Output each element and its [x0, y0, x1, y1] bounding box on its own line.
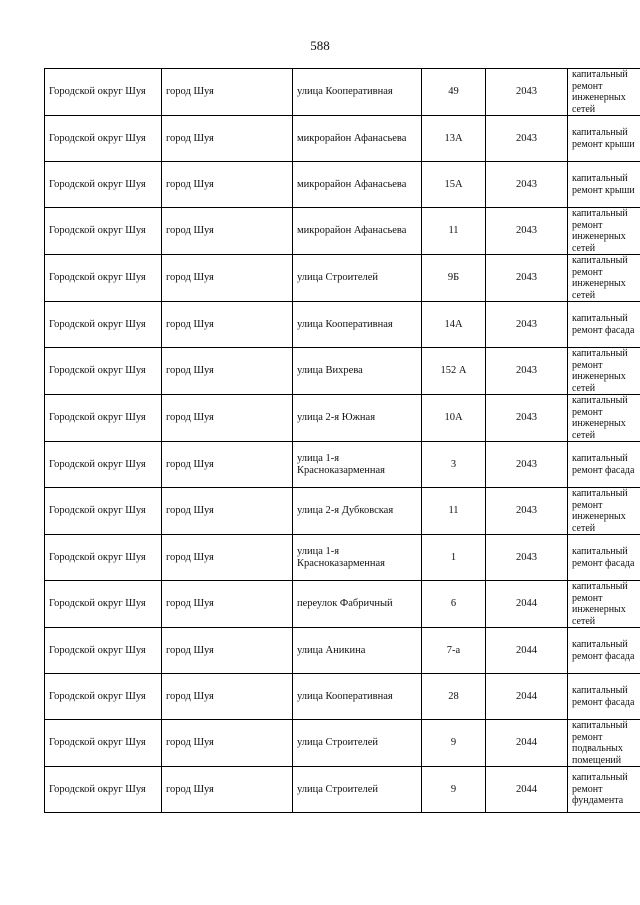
- settlement-cell: город Шуя: [162, 162, 293, 208]
- house-number-cell: 11: [422, 488, 486, 535]
- settlement-cell: город Шуя: [162, 208, 293, 255]
- year-cell: 2043: [486, 162, 568, 208]
- municipality-cell: Городской округ Шуя: [45, 581, 162, 628]
- municipality-cell: Городской округ Шуя: [45, 767, 162, 813]
- settlement-cell: город Шуя: [162, 767, 293, 813]
- work-type-cell: капитальный ремонт крыши: [568, 116, 640, 162]
- settlement-cell: город Шуя: [162, 581, 293, 628]
- year-cell: 2043: [486, 69, 568, 116]
- work-type-cell: капитальный ремонт инженерных сетей: [568, 581, 640, 628]
- street-cell: улица Строителей: [293, 767, 422, 813]
- table-row: [45, 255, 640, 302]
- house-number-cell: 9: [422, 767, 486, 813]
- work-type-cell: капитальный ремонт инженерных сетей: [568, 69, 640, 116]
- settlement-cell: город Шуя: [162, 255, 293, 302]
- settlement-cell: город Шуя: [162, 535, 293, 581]
- settlement-cell: город Шуя: [162, 488, 293, 535]
- municipality-cell: Городской округ Шуя: [45, 255, 162, 302]
- table-body: [45, 69, 640, 813]
- house-number-cell: 14А: [422, 302, 486, 348]
- municipality-cell: Городской округ Шуя: [45, 116, 162, 162]
- municipality-cell: Городской округ Шуя: [45, 535, 162, 581]
- settlement-cell: город Шуя: [162, 674, 293, 720]
- municipality-cell: Городской округ Шуя: [45, 69, 162, 116]
- work-type-cell: капитальный ремонт фасада: [568, 674, 640, 720]
- street-cell: микрорайон Афанасьева: [293, 208, 422, 255]
- street-cell: микрорайон Афанасьева: [293, 116, 422, 162]
- municipality-cell: Городской округ Шуя: [45, 720, 162, 767]
- street-cell: улица Кооперативная: [293, 674, 422, 720]
- page-number: 588: [310, 38, 330, 53]
- table-row: [45, 674, 640, 720]
- table-row: [45, 767, 640, 813]
- house-number-cell: 152 А: [422, 348, 486, 395]
- house-number-cell: 10А: [422, 395, 486, 442]
- municipality-cell: Городской округ Шуя: [45, 208, 162, 255]
- table-row: [45, 442, 640, 488]
- street-cell: улица Строителей: [293, 720, 422, 767]
- year-cell: 2043: [486, 442, 568, 488]
- table-row: [45, 69, 640, 116]
- street-cell: переулок Фабричный: [293, 581, 422, 628]
- settlement-cell: город Шуя: [162, 720, 293, 767]
- settlement-cell: город Шуя: [162, 116, 293, 162]
- municipality-cell: Городской округ Шуя: [45, 488, 162, 535]
- street-cell: улица 1-я Красноказарменная: [293, 535, 422, 581]
- municipality-cell: Городской округ Шуя: [45, 628, 162, 674]
- table-row: [45, 720, 640, 767]
- street-cell: улица Вихрева: [293, 348, 422, 395]
- work-type-cell: капитальный ремонт фасада: [568, 302, 640, 348]
- work-type-cell: капитальный ремонт инженерных сетей: [568, 348, 640, 395]
- settlement-cell: город Шуя: [162, 628, 293, 674]
- year-cell: 2044: [486, 720, 568, 767]
- municipality-cell: Городской округ Шуя: [45, 348, 162, 395]
- street-cell: улица 1-я Красноказарменная: [293, 442, 422, 488]
- settlement-cell: город Шуя: [162, 395, 293, 442]
- work-type-cell: капитальный ремонт инженерных сетей: [568, 255, 640, 302]
- house-number-cell: 28: [422, 674, 486, 720]
- year-cell: 2043: [486, 302, 568, 348]
- year-cell: 2043: [486, 208, 568, 255]
- table-row: [45, 162, 640, 208]
- table-row: [45, 208, 640, 255]
- work-type-cell: капитальный ремонт подвальных помещений: [568, 720, 640, 767]
- table-row: [45, 395, 640, 442]
- work-type-cell: капитальный ремонт инженерных сетей: [568, 208, 640, 255]
- work-type-cell: капитальный ремонт фасада: [568, 628, 640, 674]
- house-number-cell: 6: [422, 581, 486, 628]
- table-row: [45, 348, 640, 395]
- year-cell: 2044: [486, 767, 568, 813]
- year-cell: 2043: [486, 535, 568, 581]
- year-cell: 2044: [486, 674, 568, 720]
- table-row: [45, 116, 640, 162]
- street-cell: улица 2-я Южная: [293, 395, 422, 442]
- work-type-cell: капитальный ремонт фасада: [568, 535, 640, 581]
- house-number-cell: 7-а: [422, 628, 486, 674]
- year-cell: 2044: [486, 581, 568, 628]
- work-type-cell: капитальный ремонт инженерных сетей: [568, 395, 640, 442]
- house-number-cell: 9: [422, 720, 486, 767]
- house-number-cell: 11: [422, 208, 486, 255]
- table-row: [45, 535, 640, 581]
- house-number-cell: 3: [422, 442, 486, 488]
- house-number-cell: 15А: [422, 162, 486, 208]
- repair-schedule-table: [44, 68, 640, 813]
- municipality-cell: Городской округ Шуя: [45, 442, 162, 488]
- work-type-cell: капитальный ремонт фасада: [568, 442, 640, 488]
- year-cell: 2043: [486, 488, 568, 535]
- municipality-cell: Городской округ Шуя: [45, 162, 162, 208]
- year-cell: 2043: [486, 116, 568, 162]
- table-row: [45, 628, 640, 674]
- year-cell: 2043: [486, 395, 568, 442]
- year-cell: 2044: [486, 628, 568, 674]
- street-cell: улица 2-я Дубковская: [293, 488, 422, 535]
- house-number-cell: 13А: [422, 116, 486, 162]
- work-type-cell: капитальный ремонт инженерных сетей: [568, 488, 640, 535]
- year-cell: 2043: [486, 348, 568, 395]
- municipality-cell: Городской округ Шуя: [45, 674, 162, 720]
- street-cell: улица Строителей: [293, 255, 422, 302]
- year-cell: 2043: [486, 255, 568, 302]
- settlement-cell: город Шуя: [162, 69, 293, 116]
- street-cell: улица Кооперативная: [293, 69, 422, 116]
- table-row: [45, 488, 640, 535]
- street-cell: улица Аникина: [293, 628, 422, 674]
- settlement-cell: город Шуя: [162, 302, 293, 348]
- table-row: [45, 581, 640, 628]
- settlement-cell: город Шуя: [162, 442, 293, 488]
- house-number-cell: 9Б: [422, 255, 486, 302]
- house-number-cell: 49: [422, 69, 486, 116]
- house-number-cell: 1: [422, 535, 486, 581]
- table-row: [45, 302, 640, 348]
- settlement-cell: город Шуя: [162, 348, 293, 395]
- municipality-cell: Городской округ Шуя: [45, 302, 162, 348]
- street-cell: микрорайон Афанасьева: [293, 162, 422, 208]
- street-cell: улица Кооперативная: [293, 302, 422, 348]
- work-type-cell: капитальный ремонт крыши: [568, 162, 640, 208]
- municipality-cell: Городской округ Шуя: [45, 395, 162, 442]
- work-type-cell: капитальный ремонт фундамента: [568, 767, 640, 813]
